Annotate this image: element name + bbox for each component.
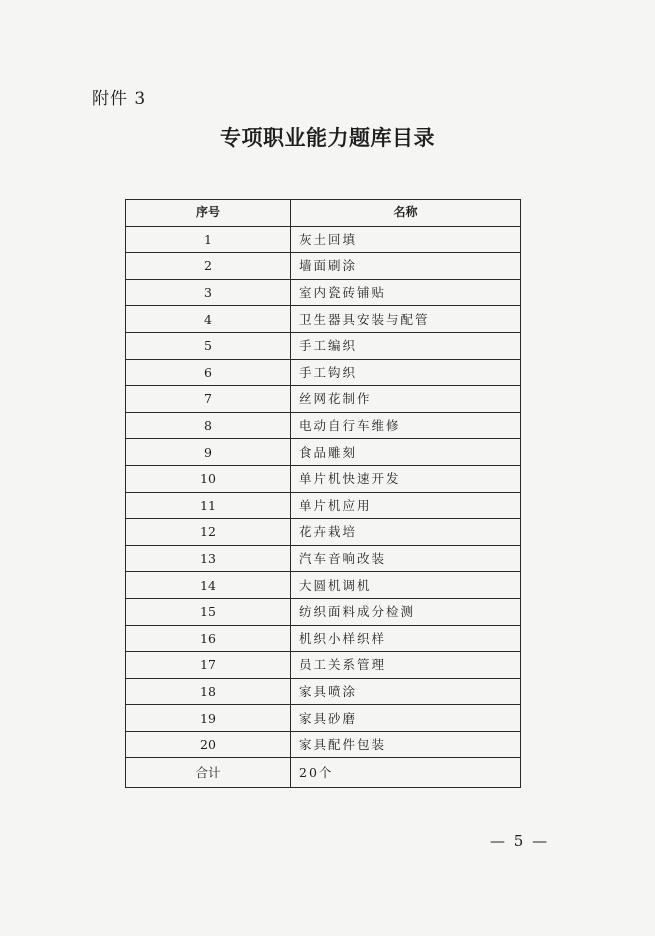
row-name-cell: 员工关系管理	[291, 652, 521, 679]
row-name-cell: 大圆机调机	[291, 572, 521, 599]
row-name-cell: 手工钩织	[291, 359, 521, 386]
page-number: — 5 —	[490, 832, 550, 850]
table-row	[126, 545, 521, 572]
row-index-cell: 19	[126, 705, 291, 732]
row-name-cell: 电动自行车维修	[291, 412, 521, 439]
row-index-cell: 2	[126, 253, 291, 280]
total-label-cell: 合计	[126, 758, 291, 788]
table-row	[126, 412, 521, 439]
row-name-cell: 墙面刷涂	[291, 253, 521, 280]
row-name-cell: 卫生器具安装与配管	[291, 306, 521, 333]
row-name-cell: 花卉栽培	[291, 519, 521, 546]
attachment-label: 附件 3	[92, 89, 147, 109]
row-index-cell: 11	[126, 492, 291, 519]
table-row	[126, 598, 521, 625]
row-name-cell: 手工编织	[291, 332, 521, 359]
row-name-cell: 纺织面料成分检测	[291, 598, 521, 625]
table-row	[126, 465, 521, 492]
table-row	[126, 519, 521, 546]
total-row	[126, 758, 521, 788]
row-index-cell: 5	[126, 332, 291, 359]
row-index-cell: 14	[126, 572, 291, 599]
table-row	[126, 572, 521, 599]
column-header-name: 名称	[291, 200, 521, 227]
row-index-cell: 13	[126, 545, 291, 572]
table-row	[126, 306, 521, 333]
row-name-cell: 家具砂磨	[291, 705, 521, 732]
row-index-cell: 18	[126, 678, 291, 705]
row-index-cell: 17	[126, 652, 291, 679]
row-index-cell: 7	[126, 386, 291, 413]
row-name-cell: 汽车音响改装	[291, 545, 521, 572]
table-row	[126, 386, 521, 413]
table-body	[126, 226, 521, 788]
table-row	[126, 652, 521, 679]
table-row	[126, 731, 521, 758]
row-name-cell: 灰土回填	[291, 226, 521, 253]
row-index-cell: 12	[126, 519, 291, 546]
row-index-cell: 1	[126, 226, 291, 253]
table-row	[126, 705, 521, 732]
row-index-cell: 9	[126, 439, 291, 466]
row-name-cell: 室内瓷砖铺贴	[291, 279, 521, 306]
row-name-cell: 单片机应用	[291, 492, 521, 519]
row-name-cell: 单片机快速开发	[291, 465, 521, 492]
row-index-cell: 8	[126, 412, 291, 439]
table-row	[126, 226, 521, 253]
table-header-row	[126, 200, 521, 227]
row-index-cell: 15	[126, 598, 291, 625]
row-name-cell: 丝网花制作	[291, 386, 521, 413]
total-value-cell: 20个	[291, 758, 521, 788]
row-name-cell: 家具配件包装	[291, 731, 521, 758]
table-row	[126, 359, 521, 386]
table-row	[126, 279, 521, 306]
row-name-cell: 食品雕刻	[291, 439, 521, 466]
row-index-cell: 4	[126, 306, 291, 333]
row-index-cell: 20	[126, 731, 291, 758]
catalog-table	[125, 199, 521, 788]
table-row	[126, 625, 521, 652]
page-title: 专项职业能力题库目录	[220, 125, 435, 150]
column-header-index: 序号	[126, 200, 291, 227]
row-index-cell: 3	[126, 279, 291, 306]
row-index-cell: 10	[126, 465, 291, 492]
table-row	[126, 439, 521, 466]
table-row	[126, 678, 521, 705]
table-row	[126, 332, 521, 359]
row-name-cell: 家具喷涂	[291, 678, 521, 705]
table-row	[126, 253, 521, 280]
row-index-cell: 16	[126, 625, 291, 652]
table-row	[126, 492, 521, 519]
row-index-cell: 6	[126, 359, 291, 386]
row-name-cell: 机织小样织样	[291, 625, 521, 652]
